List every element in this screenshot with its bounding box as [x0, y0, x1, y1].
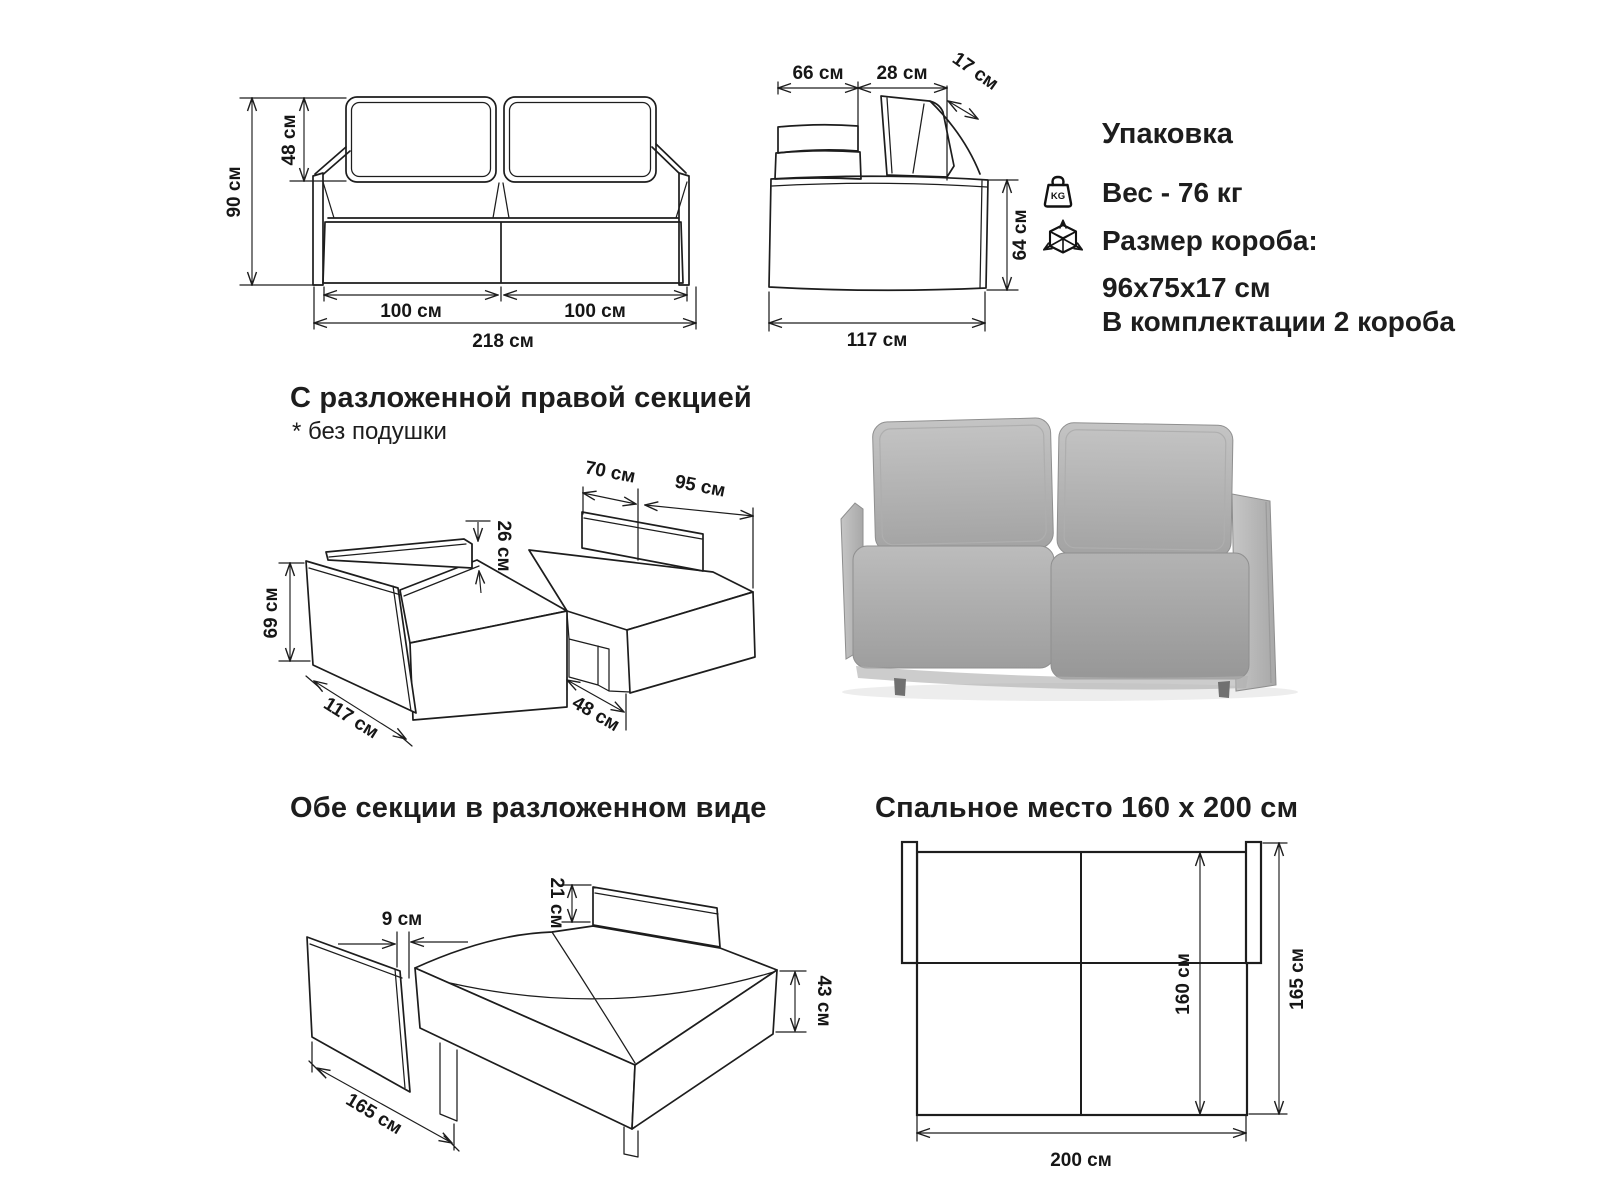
dim-step-height: 26 см: [493, 520, 514, 572]
packaging-weight-row: [1040, 175, 1470, 209]
dim-extension-width: 95 см: [672, 471, 728, 502]
sleeping-area-diagram: [860, 828, 1330, 1190]
dim-sleep-depth: 160 см: [1173, 953, 1194, 1015]
packaging-box-note: В комплектации 2 короба: [1102, 306, 1455, 337]
dim-arm-gap: 9 см: [381, 909, 423, 930]
side-view-diagram: [740, 38, 1050, 360]
sofa-leg-left: [894, 678, 906, 696]
dim-seat-right: 100 см: [564, 301, 626, 322]
right-section-diagram: [250, 430, 815, 775]
dim-top-width: 70 см: [582, 457, 638, 488]
both-sections-diagram: [250, 830, 860, 1178]
sofa-photo: [822, 398, 1308, 704]
dim-sleep-width: 200 см: [1050, 1150, 1112, 1171]
side-view-sofa-outline: [769, 96, 988, 290]
front-view-sofa-outline: [313, 97, 689, 285]
box-dimensions-icon: [1040, 218, 1086, 262]
packaging-block: [1040, 118, 1470, 339]
sleeping-area-drawing: [902, 842, 1261, 1115]
dim-seat-left: 100 см: [380, 301, 442, 322]
front-view-diagram: [200, 55, 760, 365]
dim-leg-offset: 48 см: [568, 692, 624, 737]
packaging-box-size: 96x75x17 см: [1102, 272, 1271, 303]
dim-length: 165 см: [342, 1089, 406, 1140]
dim-sleep-outer-depth: 165 см: [1287, 948, 1308, 1010]
dim-back-panel-height: 21 см: [546, 877, 567, 929]
dim-total-depth: 117 см: [846, 330, 908, 351]
svg-text:KG: KG: [1050, 191, 1066, 202]
right-section-drawing: [306, 512, 755, 720]
dim-arm-height: 69 см: [261, 587, 282, 639]
dim-back-tilt: 28 см: [876, 63, 928, 84]
dim-depth: 117 см: [319, 693, 383, 744]
sofa-back-cushion-right: [1057, 422, 1233, 557]
packaging-box-row: [1040, 218, 1470, 262]
dim-total-width: 218 см: [472, 331, 534, 352]
dim-seat-height: 64 см: [1010, 209, 1031, 261]
dim-back-thickness: 17 см: [948, 48, 1003, 95]
right-section-title: С разложенной правой секцией: [290, 382, 752, 414]
front-view-dimensions: [224, 98, 696, 352]
packaging-weight: Вес - 76 кг: [1102, 176, 1243, 208]
both-sections-title: Обе секции в разложенном виде: [290, 792, 767, 824]
side-view-dimensions: [769, 48, 1031, 351]
packaging-box-size-label: Размер короба:: [1102, 224, 1318, 256]
sofa-seat-cushion-right: [1051, 553, 1249, 679]
dim-seat-depth: 66 см: [792, 63, 844, 84]
sofa-back-cushion-left: [872, 418, 1053, 553]
sofa-seat-cushion-left: [853, 546, 1054, 668]
right-section-note: * без подушки: [292, 418, 447, 445]
sofa-leg-right: [1218, 681, 1230, 698]
packaging-title: Упаковка: [1102, 118, 1233, 150]
sleeping-area-title: Спальное место 160 x 200 см: [875, 792, 1299, 824]
dim-back-height: 48 см: [279, 114, 300, 166]
dim-total-height: 90 см: [224, 166, 245, 218]
weight-kg-icon: [1040, 175, 1076, 209]
dim-bed-height: 43 см: [813, 975, 834, 1027]
